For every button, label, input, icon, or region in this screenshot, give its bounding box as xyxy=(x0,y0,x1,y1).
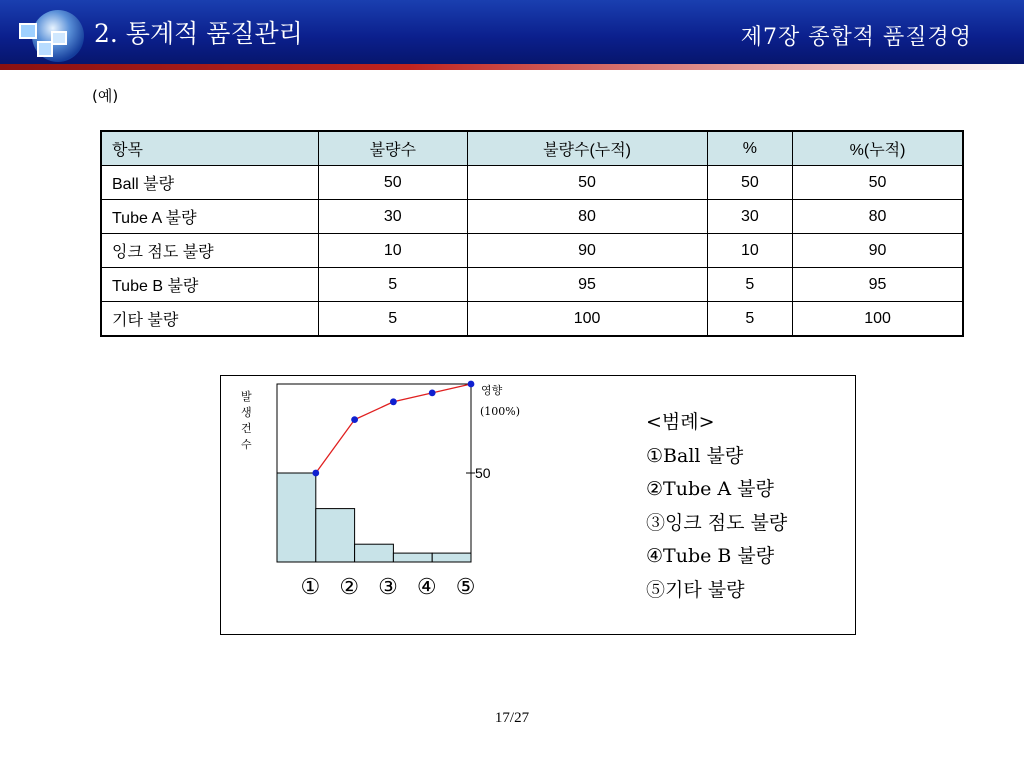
category-label: ① xyxy=(300,575,321,600)
legend-title: <범례> xyxy=(646,411,715,433)
table-cell: 80 xyxy=(467,200,707,234)
table-cell: 50 xyxy=(707,166,793,200)
logo-icon xyxy=(16,10,86,62)
legend-item: ⑤기타 불량 xyxy=(646,578,745,601)
table-cell: Ball 불량 xyxy=(101,166,319,200)
tick-label: 50 xyxy=(475,465,491,481)
cumulative-point xyxy=(468,381,475,388)
table-cell: 80 xyxy=(793,200,963,234)
bar xyxy=(355,544,394,562)
y-axis-label: 건 xyxy=(241,422,252,435)
example-label: (예) xyxy=(92,87,119,105)
table-cell: 5 xyxy=(319,302,468,337)
right-axis-label: 영향 xyxy=(481,384,503,397)
table-cell: 10 xyxy=(319,234,468,268)
table-header-row xyxy=(101,131,963,166)
table-row xyxy=(101,302,963,337)
cumulative-point xyxy=(390,398,397,405)
column-header: % xyxy=(707,131,793,166)
y-axis-label: 발 xyxy=(241,390,252,403)
table-cell: 5 xyxy=(707,302,793,337)
table-cell: 90 xyxy=(467,234,707,268)
column-header: 불량수(누적) xyxy=(467,131,707,166)
table-cell: Tube B 불량 xyxy=(101,268,319,302)
table-cell: 50 xyxy=(319,166,468,200)
table-cell: 잉크 점도 불량 xyxy=(101,234,319,268)
table-row xyxy=(101,268,963,302)
legend-item: ①Ball 불량 xyxy=(646,444,744,467)
table-cell: Tube A 불량 xyxy=(101,200,319,234)
chapter-title: 제7장 종합적 품질경영 xyxy=(740,25,972,50)
defect-table xyxy=(100,130,964,337)
column-header: 항목 xyxy=(101,131,319,166)
table-cell: 90 xyxy=(793,234,963,268)
right-axis-label: (100%) xyxy=(480,405,521,418)
legend-item: ③잉크 점도 불량 xyxy=(646,511,788,534)
table-cell: 95 xyxy=(467,268,707,302)
bar xyxy=(316,509,355,562)
cumulative-point xyxy=(312,470,319,477)
table-row xyxy=(101,234,963,268)
y-axis-label: 생 xyxy=(241,406,252,419)
legend-item: ④Tube B 불량 xyxy=(646,545,775,567)
table-cell: 30 xyxy=(319,200,468,234)
table-cell: 100 xyxy=(793,302,963,337)
category-label: ③ xyxy=(378,575,398,600)
slide-header xyxy=(0,0,1024,68)
table-row xyxy=(101,200,963,234)
legend-item: ②Tube A 불량 xyxy=(646,478,774,500)
pareto-chart-box xyxy=(220,375,856,635)
cumulative-point xyxy=(429,390,436,397)
table-cell: 30 xyxy=(707,200,793,234)
column-header: %(누적) xyxy=(793,131,963,166)
table-cell: 50 xyxy=(467,166,707,200)
table-cell: 5 xyxy=(319,268,468,302)
bar xyxy=(393,553,432,562)
table-cell: 50 xyxy=(793,166,963,200)
table-cell: 95 xyxy=(793,268,963,302)
category-label: ④ xyxy=(416,575,437,600)
category-label: ② xyxy=(339,575,360,600)
y-axis-label: 수 xyxy=(241,438,252,451)
cumulative-point xyxy=(351,416,358,423)
table-cell: 5 xyxy=(707,268,793,302)
column-header: 불량수 xyxy=(319,131,468,166)
table-cell: 100 xyxy=(467,302,707,337)
header-accent-bar xyxy=(0,64,1024,70)
cumulative-line xyxy=(316,384,471,473)
slide-title: 2. 통계적 품질관리 xyxy=(94,19,303,48)
bar xyxy=(277,473,316,562)
chart-legend xyxy=(646,406,787,607)
table-cell: 10 xyxy=(707,234,793,268)
category-label: ⑤ xyxy=(455,575,476,600)
page-number: 17/27 xyxy=(494,710,530,726)
bar xyxy=(432,553,471,562)
table-cell: 기타 불량 xyxy=(101,302,319,337)
table-row xyxy=(101,166,963,200)
